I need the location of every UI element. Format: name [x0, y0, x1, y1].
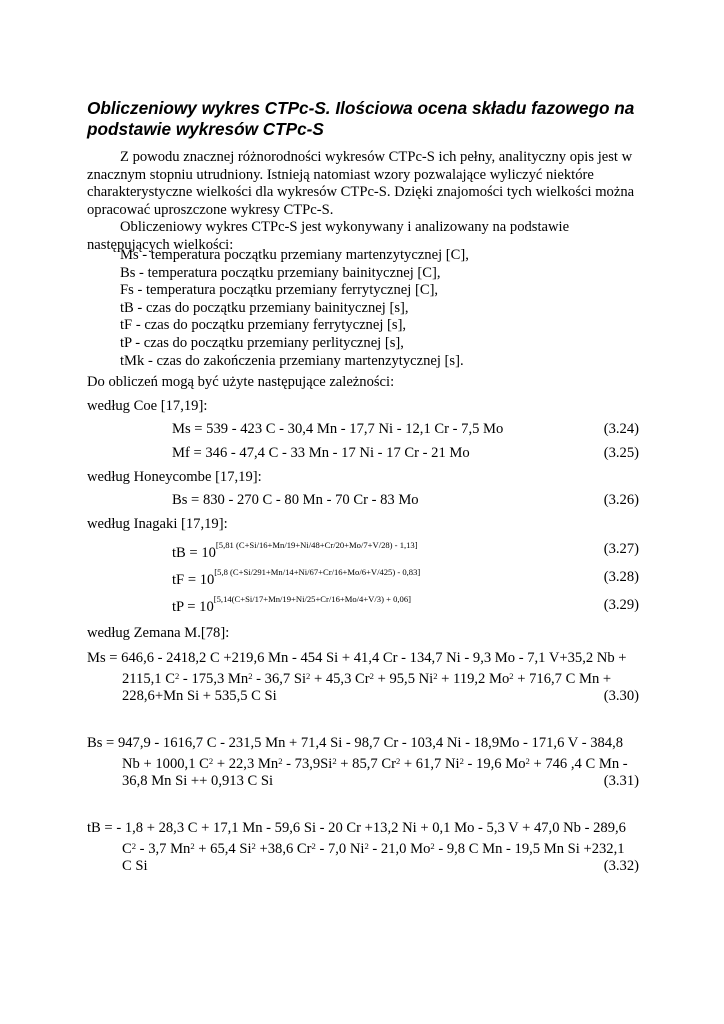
coe-label: według Coe [17,19]: — [87, 398, 208, 414]
equation-line: 228,6+Mn Si + 535,5 C Si — [122, 688, 277, 705]
basis-line: Obliczeniowy wykres CTPc-S jest wykonywany i analizowany na podstawie — [120, 219, 570, 236]
intro-paragraph — [87, 149, 640, 255]
honeycombe-label: według Honeycombe [17,19]: — [87, 469, 262, 485]
equation-line: 2115,1 $C^2 - 175,3$ Mn$^2$ - 36,7 $Si^2 + 45,3$ $Cr^2 + 95,5$ $Ni^2 + 119,2$ $Mo^2 + 716,7$ C Mn + — [122, 670, 612, 687]
equation-line: C Si — [122, 858, 148, 875]
equation-base: tP = 10 — [172, 599, 214, 615]
definitions-list — [120, 247, 469, 370]
intro-line: opracować uproszczone wykresy CTPc-S. — [87, 201, 334, 218]
equation-3-31 — [87, 735, 639, 791]
equation-exponent: [5,14(C+Si/17+Mn/19+Ni/25+Cr/16+Mo/4+V/3) + 0,06] — [213, 594, 411, 604]
equation-line: 36,8 Mn Si ++ 0,913 C Si — [122, 773, 274, 790]
equation-3-30 — [87, 650, 639, 706]
equation-number: (3.28) — [603, 569, 639, 585]
equation-3-24: Ms = 539 - 423 C - 30,4 Mn - 17,7 Ni - 12,1 Cr - 7,5 Mo — [172, 421, 504, 437]
equation-number: (3.24) — [603, 421, 639, 437]
equation-3-32 — [87, 820, 639, 876]
equation-exponent: [5,8 (C+Si/291+Mn/14+Ni/67+Cr/16+Mo/6+V/425) - 0,83] — [214, 567, 421, 577]
intro-line: znacznym stopniu utrudniony. Istnieją natomiast wzory pozwalające wyliczyć niektóre — [87, 166, 594, 183]
equation-line: Nb + 1000,1 $C^2 + 22,3$ $Mn^2 - 73,9Si^2 + 85,7$ $Cr^2 + 61,7$ Ni$^2$ - 19,6 $Mo^2 + 746$ ,4 C Mn - — [122, 755, 628, 772]
definition-item: Fs - temperatura początku przemiany ferrytycznej [C], — [120, 282, 439, 299]
equation-line: Bs = 947,9 - 1616,7 C - 231,5 Mn + 71,4 Si - 98,7 Cr - 103,4 Ni - 18,9Mo - 171,6 V - 384,8 — [87, 735, 624, 751]
equation-line: Ms = 646,6 - 2418,2 C +219,6 Mn - 454 Si + 41,4 Cr - 134,7 Ni - 9,3 Mo - 7,1 V+35,2 Nb + — [87, 650, 627, 666]
equation-3-29 — [172, 594, 411, 618]
definition-item: tMk - czas do zakończenia przemiany martenzytycznej [s]. — [120, 352, 464, 369]
definition-item: tP - czas do początku przemiany perlitycznej [s], — [120, 334, 404, 351]
equation-3-27 — [172, 540, 418, 564]
zemana-label: według Zemana M.[78]: — [87, 625, 230, 641]
equation-line: tB = - 1,8 + 28,3 C + 17,1 Mn - 59,6 Si - 20 Cr +13,2 Ni + 0,1 Mo - 5,3 V + 47,0 Nb - 289,6 — [87, 820, 626, 836]
definition-item: tB - czas do początku przemiany bainitycznej [s], — [120, 299, 409, 316]
definition-item: tF - czas do początku przemiany ferrytycznej [s], — [120, 317, 407, 334]
definition-item: Ms - temperatura początku przemiany martenzytycznej [C], — [120, 247, 469, 263]
equation-line-wrap — [87, 773, 639, 791]
equation-3-26: Bs = 830 - 270 C - 80 Mn - 70 Cr - 83 Mo — [172, 492, 419, 508]
section-heading: Obliczeniowy wykres CTPc-S. Ilościowa ocena składu fazowego na podstawie wykresów CTPc-S — [87, 98, 635, 139]
intro-line: charakterystyczne wielkości dla wykresów CTPc-S. Dzięki znajomości tych wielkości można — [87, 184, 635, 201]
equation-exponent: [5,81 (C+Si/16+Mn/19+Ni/48+Cr/20+Mo/7+V/28) - 1,13] — [215, 540, 418, 550]
equation-number: (3.26) — [603, 492, 639, 508]
definition-item: Bs - temperatura początku przemiany bainitycznej [C], — [120, 264, 441, 281]
equation-base: tF = 10 — [172, 572, 215, 588]
equation-number: (3.31) — [603, 773, 639, 790]
equation-3-28 — [172, 567, 421, 591]
equation-base: tB = 10 — [172, 545, 216, 561]
intro-line: Z powodu znacznej różnorodności wykresów CTPc-S ich pełny, analityczny opis jest w — [120, 149, 633, 165]
inagaki-label: według Inagaki [17,19]: — [87, 516, 228, 532]
equation-number: (3.25) — [603, 445, 639, 461]
equation-line: $C^2 - 3,7$ $Mn^2 + 65,4$ $Si^2 +38,6$ Cr$^2$ - 7,0 Ni$^2$ - 21,0 Mo$^2$ - 9,8 C Mn - 19,5 Mn Si +232,1 — [122, 840, 625, 857]
equation-number: (3.30) — [603, 688, 639, 705]
basis-line: następujących wielkości: — [87, 236, 234, 253]
equation-number: (3.29) — [603, 597, 639, 613]
equation-3-25: Mf = 346 - 47,4 C - 33 Mn - 17 Ni - 17 Cr - 21 Mo — [172, 445, 470, 461]
formulas-intro: Do obliczeń mogą być użyte następujące zależności: — [87, 374, 395, 390]
equation-number: (3.32) — [603, 858, 639, 875]
equation-number: (3.27) — [603, 541, 639, 557]
equation-line-wrap — [87, 858, 639, 876]
equation-line-wrap — [87, 688, 639, 706]
